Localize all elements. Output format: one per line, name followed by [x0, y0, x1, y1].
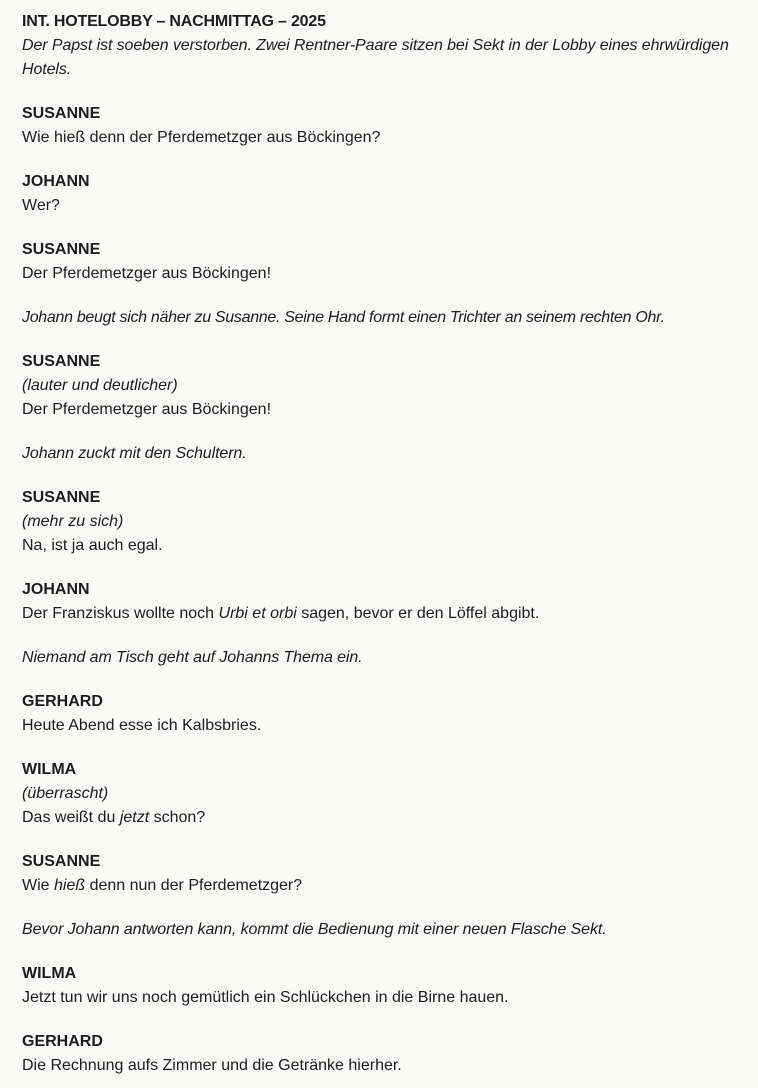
- line-text: Wie: [22, 877, 54, 894]
- line-text: denn nun der Pferdemetzger?: [85, 877, 303, 894]
- line-text: schon?: [149, 809, 206, 826]
- dialogue-block: [22, 350, 736, 422]
- dialogue-block: [22, 238, 736, 286]
- character-name: SUSANNE: [22, 353, 101, 370]
- dialogue-block: [22, 690, 736, 738]
- dialogue-line: Wie hieß denn der Pferdemetzger aus Böckingen?: [22, 129, 381, 146]
- dialogue-line: Jetzt tun wir uns noch gemütlich ein Schlückchen in die Birne hauen.: [22, 989, 509, 1006]
- dialogue-line: [22, 806, 736, 830]
- action-line: Niemand am Tisch geht auf Johanns Thema ein.: [22, 649, 363, 666]
- scene-heading: INT. HOTELOBBY – NACHMITTAG – 2025: [22, 13, 326, 30]
- scene-description: Der Papst ist soeben verstorben. Zwei Rentner-Paare sitzen bei Sekt in der Lobby eines ehrwürdigen Hotels.: [22, 37, 729, 78]
- dialogue-block: [22, 962, 736, 1010]
- emphasis-text: Urbi et orbi: [218, 605, 297, 622]
- character-name: JOHANN: [22, 581, 90, 598]
- character-name: SUSANNE: [22, 489, 101, 506]
- line-text: Der Franziskus wollte noch: [22, 605, 219, 622]
- character-name: WILMA: [22, 965, 77, 982]
- dialogue-line: [22, 602, 736, 626]
- character-name: SUSANNE: [22, 241, 101, 258]
- dialogue-block: [22, 1030, 736, 1078]
- dialogue-line: Na, ist ja auch egal.: [22, 537, 163, 554]
- dialogue-block: [22, 578, 736, 626]
- dialogue-block: [22, 170, 736, 218]
- character-name: GERHARD: [22, 693, 103, 710]
- dialogue-block: [22, 102, 736, 150]
- dialogue-block: [22, 850, 736, 898]
- dialogue-line: Die Rechnung aufs Zimmer und die Getränke hierher.: [22, 1057, 402, 1074]
- parenthetical: (mehr zu sich): [22, 513, 124, 530]
- character-name: SUSANNE: [22, 853, 101, 870]
- dialogue-line: [22, 874, 736, 898]
- character-name: GERHARD: [22, 1033, 103, 1050]
- emphasis-text: hieß: [54, 877, 86, 894]
- parenthetical: (überrascht): [22, 785, 109, 802]
- character-name: WILMA: [22, 761, 77, 778]
- dialogue-line: Der Pferdemetzger aus Böckingen!: [22, 401, 272, 418]
- parenthetical: (lauter und deutlicher): [22, 377, 178, 394]
- scene-header: [22, 10, 736, 82]
- dialogue-line: Wer?: [22, 197, 60, 214]
- line-text: Das weißt du: [22, 809, 120, 826]
- line-text: sagen, bevor er den Löffel abgibt.: [296, 605, 540, 622]
- dialogue-block: [22, 486, 736, 558]
- action-line: Johann beugt sich näher zu Susanne. Seine Hand formt einen Trichter an seinem rechten Ohr.: [22, 309, 665, 326]
- action-line: Johann zuckt mit den Schultern.: [22, 445, 247, 462]
- emphasis-text: jetzt: [119, 809, 150, 826]
- dialogue-line: Der Pferdemetzger aus Böckingen!: [22, 265, 272, 282]
- dialogue-block: [22, 758, 736, 830]
- character-name: JOHANN: [22, 173, 90, 190]
- action-line: Bevor Johann antworten kann, kommt die Bedienung mit einer neuen Flasche Sekt.: [22, 921, 607, 938]
- character-name: SUSANNE: [22, 105, 101, 122]
- dialogue-line: Heute Abend esse ich Kalbsbries.: [22, 717, 262, 734]
